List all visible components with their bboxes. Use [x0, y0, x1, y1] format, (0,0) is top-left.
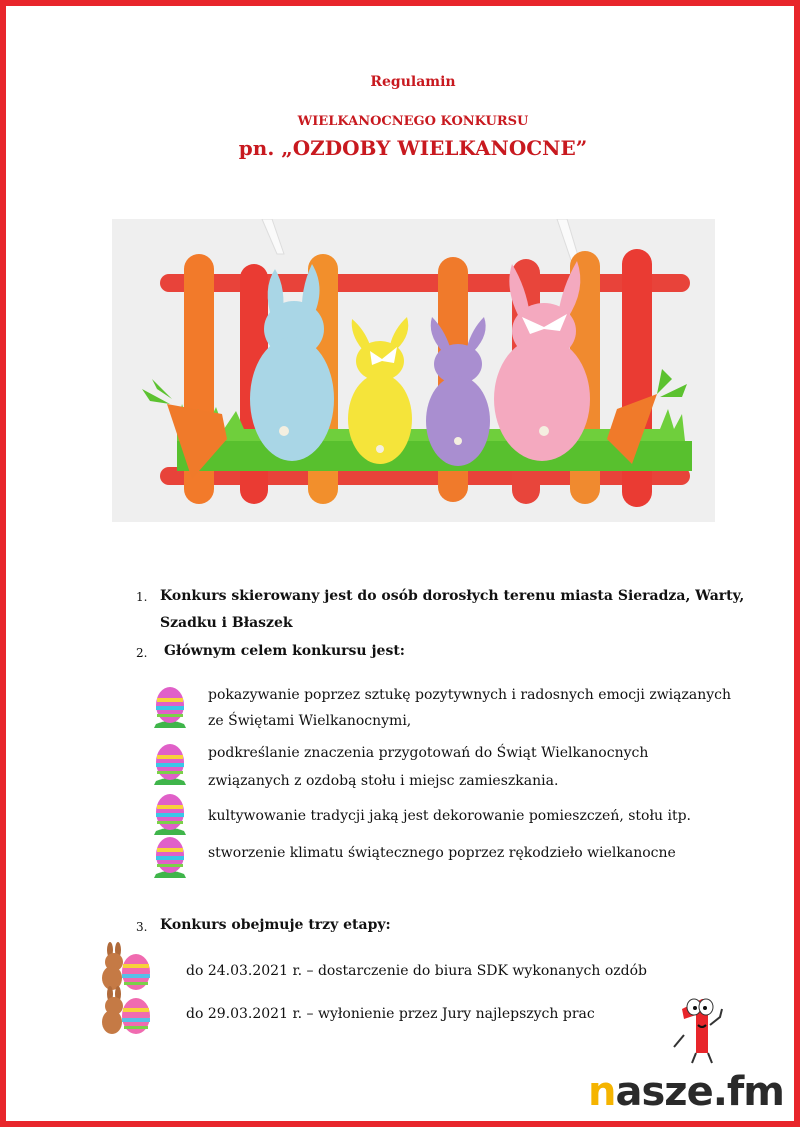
- item-text-1-line-1: Konkurs skierowany jest do osób dorosłych terenu miasta Sieradza, Warty,: [160, 588, 745, 604]
- item-number-3: 3.: [136, 920, 148, 934]
- doc-title-regulamin: Regulamin: [370, 74, 456, 90]
- goal-1-line-2: ze Świętami Wielkanocnymi,: [208, 713, 412, 729]
- item-text-1-line-2: Szadku i Błaszek: [160, 615, 293, 631]
- easter-egg-icon: [152, 684, 188, 728]
- goal-2-line-2: związanych z ozdobą stołu i miejsc zamieszkania.: [208, 773, 559, 789]
- bunny-with-egg-icon: [92, 986, 154, 1038]
- stage-2: do 29.03.2021 r. – wyłonienie przez Jury najlepszych prac: [186, 1006, 595, 1022]
- doc-title-contest: WIELKANOCNEGO KONKURSU: [297, 114, 529, 129]
- goal-2-line-1: podkreślanie znaczenia przygotowań do Świąt Wielkanocnych: [208, 745, 649, 761]
- logo-wordmark: asze.fm: [615, 1069, 784, 1115]
- easter-bunnies-photo: [112, 219, 715, 522]
- number-one-mascot-icon: [664, 995, 734, 1065]
- easter-egg-icon: [152, 791, 188, 835]
- goal-1-line-1: pokazywanie poprzez sztukę pozytywnych i radosnych emocji związanych: [208, 687, 732, 703]
- logo-letter-n: n: [588, 1069, 616, 1115]
- easter-egg-icon: [152, 741, 188, 785]
- easter-egg-icon: [152, 834, 188, 878]
- goal-4: stworzenie klimatu świątecznego poprzez rękodzieło wielkanocne: [208, 845, 676, 861]
- item-number-2: 2.: [136, 646, 148, 660]
- item-number-1: 1.: [136, 590, 148, 604]
- stage-1: do 24.03.2021 r. – dostarczenie do biura SDK wykonanych ozdób: [186, 963, 647, 979]
- goal-3: kultywowanie tradycji jaką jest dekorowanie pomieszczeń, stołu itp.: [208, 808, 691, 824]
- item-text-3: Konkurs obejmuje trzy etapy:: [160, 917, 391, 933]
- doc-title-name: pn. „OZDOBY WIELKANOCNE”: [238, 136, 588, 160]
- item-text-2: Głównym celem konkursu jest:: [164, 643, 405, 659]
- nasze-fm-logo: [588, 1068, 784, 1116]
